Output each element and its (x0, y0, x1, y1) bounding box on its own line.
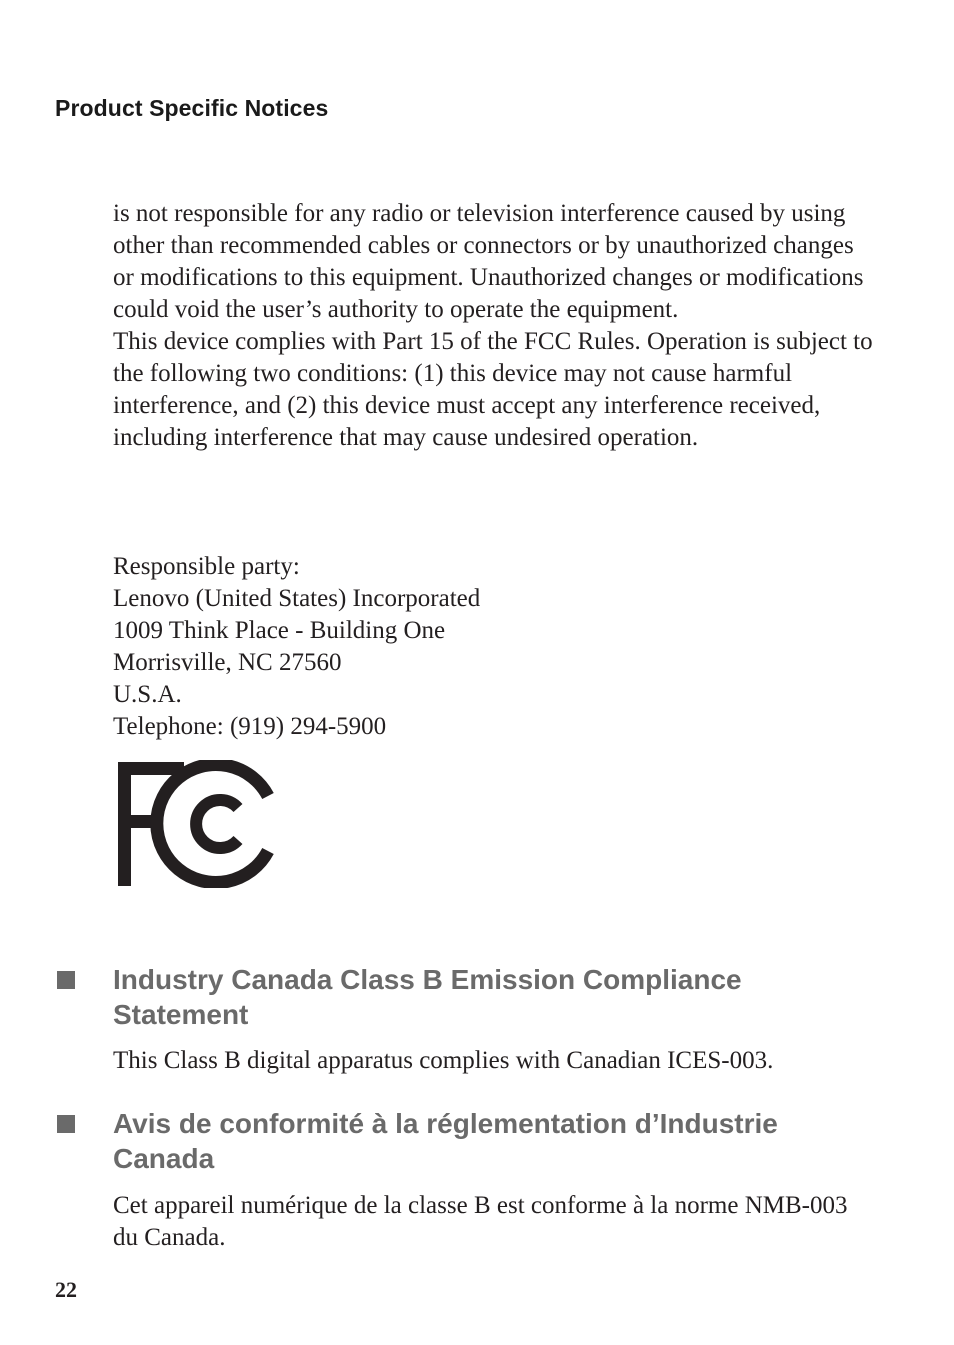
section-title: Avis de conformité à la réglementation d’Industrie Canada (113, 1108, 778, 1174)
responsible-party-city: Morrisville, NC 27560 (113, 649, 342, 676)
section-paragraph: This Class B digital apparatus complies with Canadian ICES-003. (113, 1047, 774, 1074)
section-heading-avis-conformite (55, 1106, 895, 1176)
responsible-party-company: Lenovo (United States) Incorporated (113, 585, 481, 612)
responsible-party-label: Responsible party: (113, 553, 300, 580)
fcc-logo-inner-c (196, 800, 238, 848)
responsible-party-country: U.S.A. (113, 681, 182, 708)
section-text-industry-canada (113, 1045, 873, 1077)
fcc-paragraph-1: is not responsible for any radio or television interference caused by using other than recommended cables or connectors or by unauthorized changes or modifications to this equipment. Unauthorized changes or modifications could void the user’s authority to operate the equipment. (113, 200, 864, 323)
page-header-title: Product Specific Notices (55, 95, 329, 121)
responsible-party-street: 1009 Think Place - Building One (113, 617, 446, 644)
fcc-paragraph-2: This device complies with Part 15 of the FCC Rules. Operation is subject to the following two conditions: (1) this device may not cause harmful interference, and (2) this device must accept any interference received, including interference that may cause undesired operation. (113, 328, 873, 451)
responsible-party-block (113, 551, 873, 743)
section-text-avis-conformite (113, 1190, 873, 1254)
page-number: 22 (55, 1277, 77, 1302)
fcc-logo-icon (116, 760, 274, 888)
section-title: Industry Canada Class B Emission Compliance Statement (113, 964, 742, 1030)
responsible-party-telephone: Telephone: (919) 294-5900 (113, 713, 387, 740)
fcc-logo-outer-c (157, 765, 268, 883)
square-bullet-icon (57, 1115, 75, 1133)
section-heading-industry-canada (55, 962, 895, 1032)
section-paragraph: Cet appareil numérique de la classe B est conforme à la norme NMB-003 du Canada. (113, 1192, 848, 1251)
square-bullet-icon (57, 971, 75, 989)
fcc-notice-text (113, 198, 873, 454)
